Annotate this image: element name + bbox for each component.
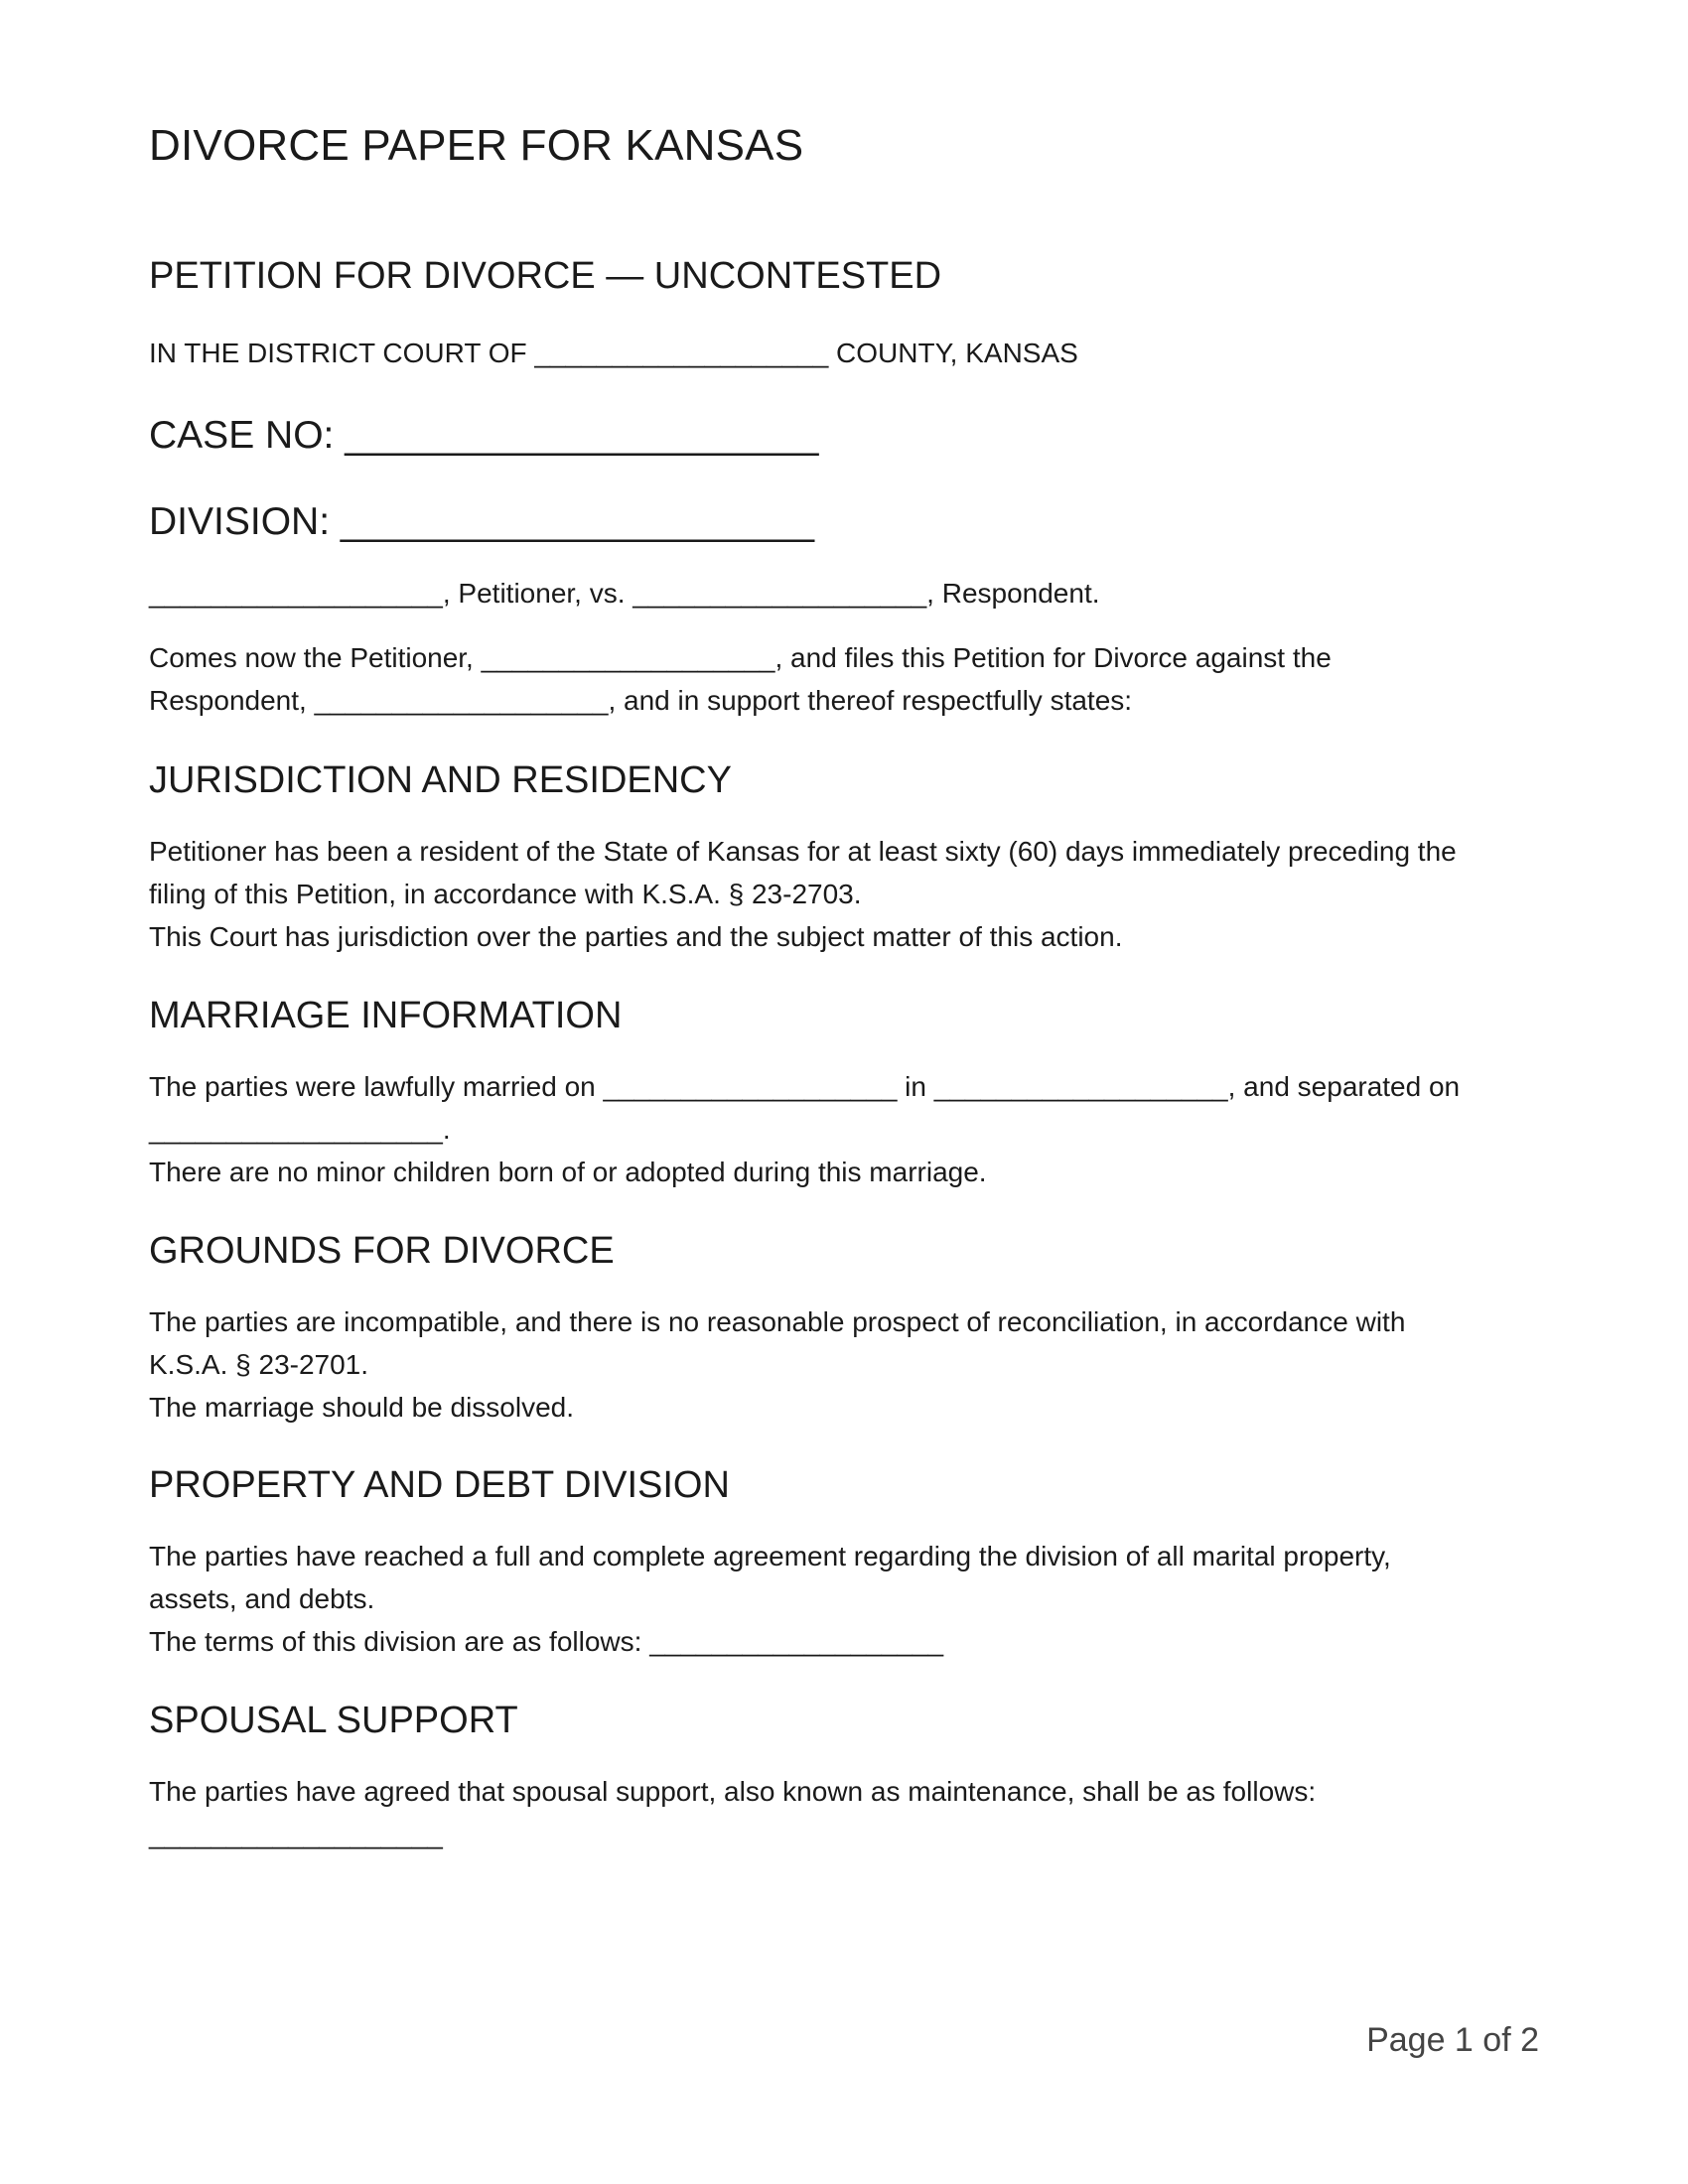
petition-title: PETITION FOR DIVORCE — UNCONTESTED — [149, 255, 942, 297]
property-line: The terms of this division are as follows: ___________________ — [149, 1626, 944, 1657]
jurisdiction-paragraph — [149, 830, 1539, 958]
grounds-line: The parties are incompatible, and there is no reasonable prospect of reconciliation, in accordance with — [149, 1306, 1406, 1337]
property-line: assets, and debts. — [149, 1583, 375, 1614]
property-paragraph — [149, 1535, 1539, 1663]
division-field: DIVISION: ______________________ — [149, 500, 815, 543]
grounds-line: K.S.A. § 23-2701. — [149, 1349, 369, 1380]
court-line: IN THE DISTRICT COURT OF ___________________ COUNTY, KANSAS — [149, 338, 1078, 368]
section-heading-spousal-support: SPOUSAL SUPPORT — [149, 1700, 518, 1741]
property-line: The parties have reached a full and complete agreement regarding the division of all marital property, — [149, 1541, 1391, 1571]
parties-line: ___________________, Petitioner, vs. ___________________, Respondent. — [149, 578, 1100, 609]
section-heading-marriage: MARRIAGE INFORMATION — [149, 995, 623, 1036]
page-number: Page 1 of 2 — [1366, 2021, 1539, 2059]
spousal-support-line: The parties have agreed that spousal support, also known as maintenance, shall be as follows: — [149, 1776, 1317, 1807]
marriage-line: The parties were lawfully married on ___________________ in ___________________, and separated on — [149, 1071, 1461, 1102]
case-number-field: CASE NO: ______________________ — [149, 414, 819, 457]
jurisdiction-line: Petitioner has been a resident of the State of Kansas for at least sixty (60) days immediately preceding the — [149, 836, 1457, 867]
spousal-support-line: ___________________ — [149, 1819, 443, 1849]
intro-line: Comes now the Petitioner, ___________________, and files this Petition for Divorce against the — [149, 642, 1332, 673]
marriage-line: ___________________. — [149, 1114, 451, 1145]
document-title: DIVORCE PAPER FOR KANSAS — [149, 121, 804, 170]
intro-paragraph — [149, 636, 1539, 722]
grounds-paragraph — [149, 1300, 1539, 1429]
grounds-line: The marriage should be dissolved. — [149, 1392, 575, 1423]
marriage-line: There are no minor children born of or adopted during this marriage. — [149, 1157, 987, 1187]
jurisdiction-line: filing of this Petition, in accordance with K.S.A. § 23-2703. — [149, 879, 862, 909]
section-heading-grounds: GROUNDS FOR DIVORCE — [149, 1230, 615, 1272]
intro-line: Respondent, ___________________, and in support thereof respectfully states: — [149, 685, 1133, 716]
spousal-support-paragraph — [149, 1770, 1539, 1855]
marriage-paragraph — [149, 1065, 1539, 1193]
section-heading-property: PROPERTY AND DEBT DIVISION — [149, 1464, 730, 1506]
section-heading-jurisdiction: JURISDICTION AND RESIDENCY — [149, 759, 732, 801]
jurisdiction-line: This Court has jurisdiction over the parties and the subject matter of this action. — [149, 921, 1123, 952]
